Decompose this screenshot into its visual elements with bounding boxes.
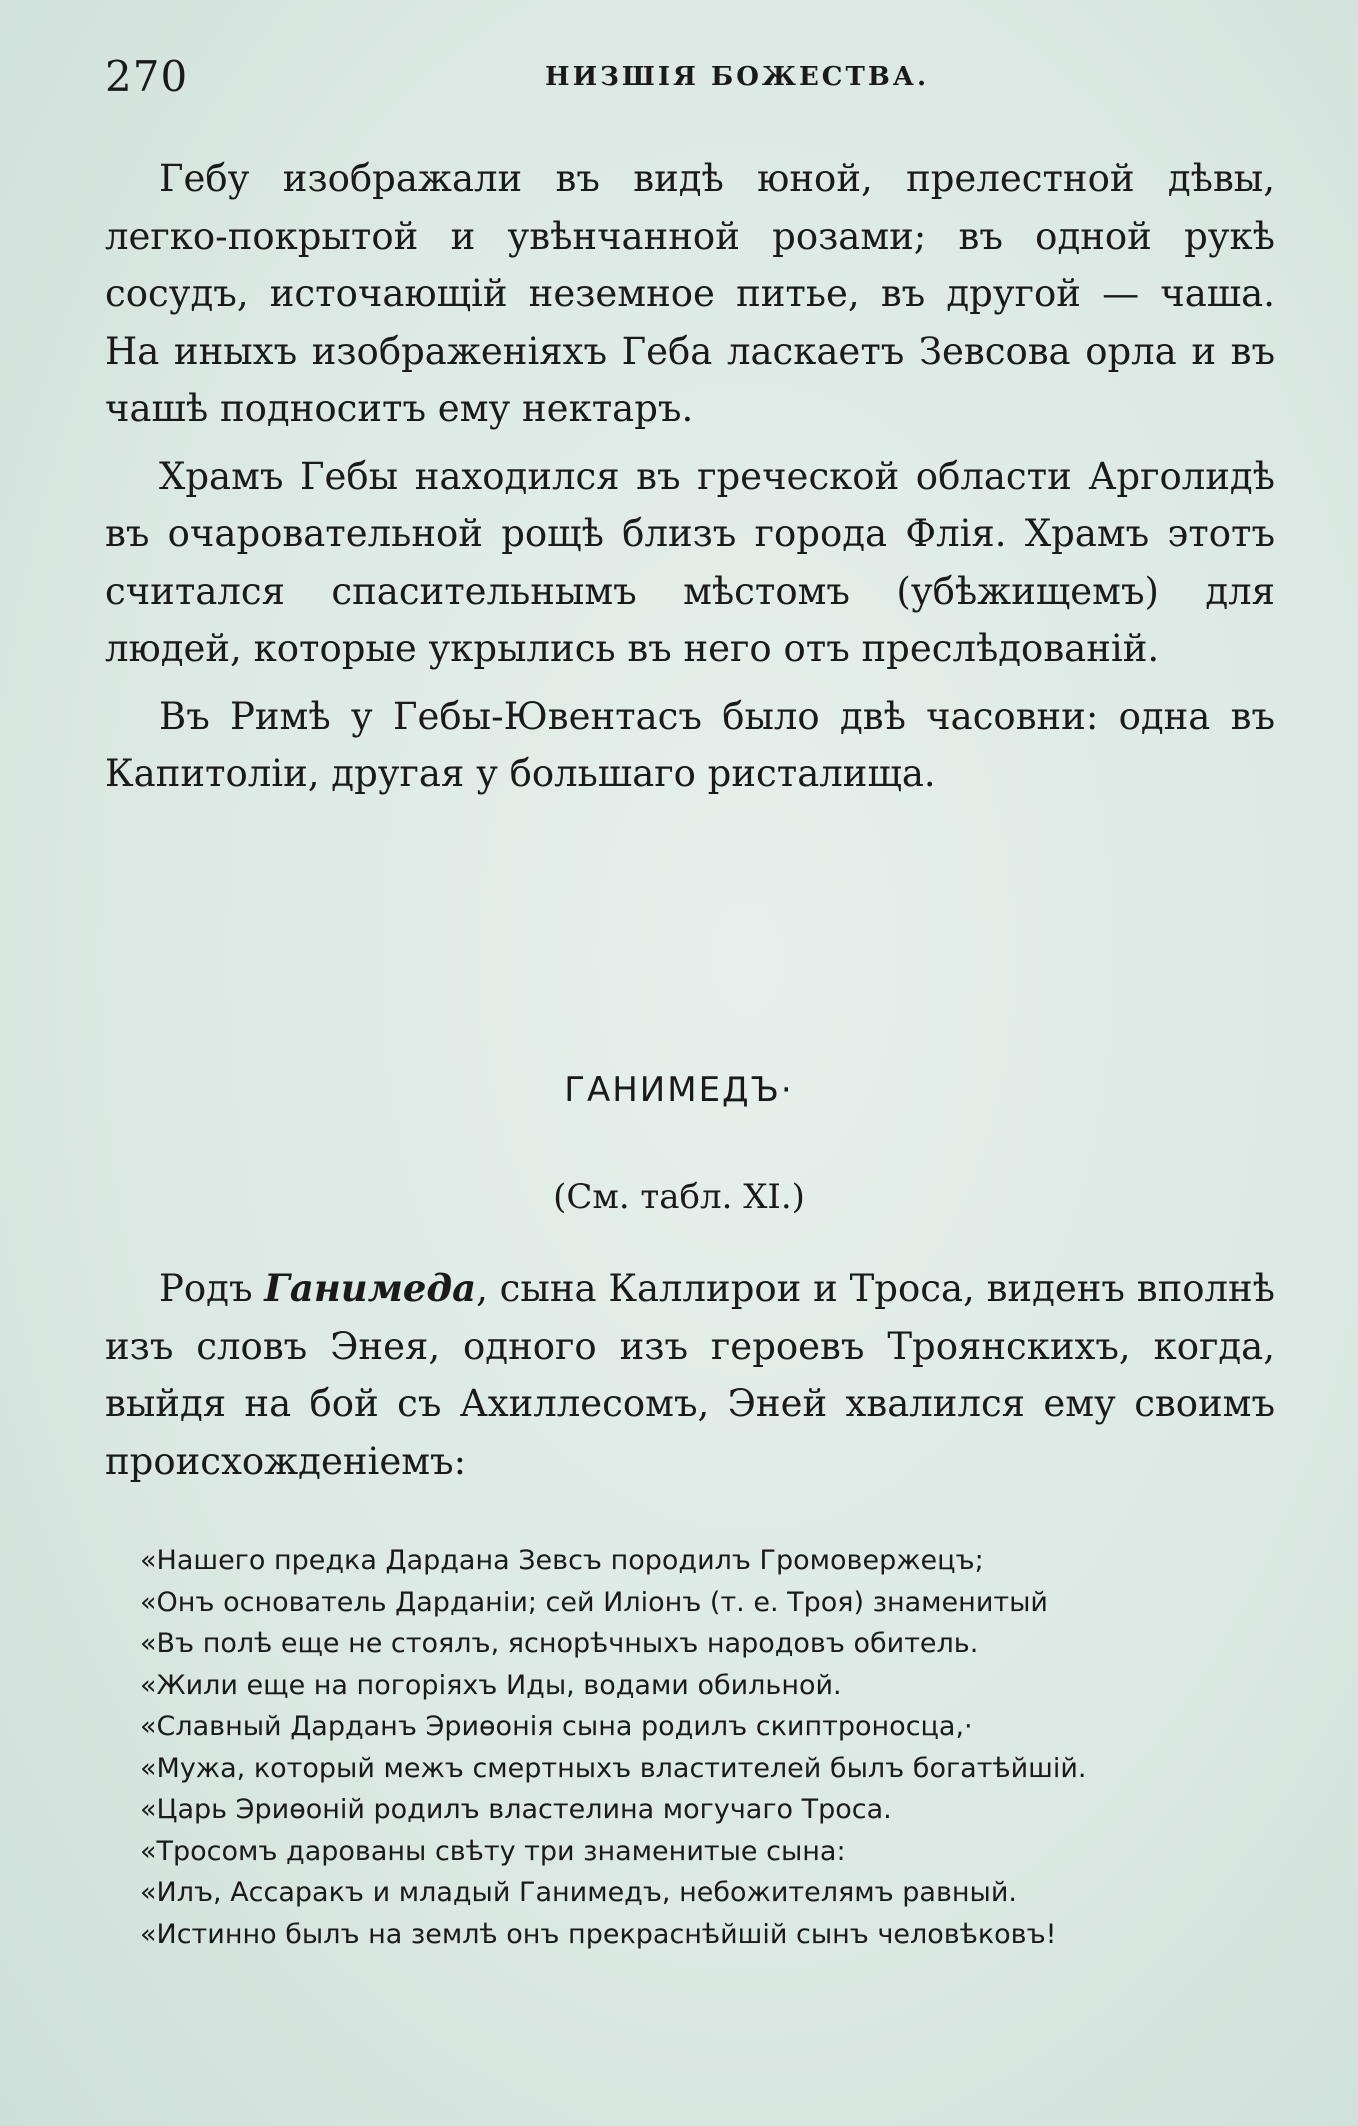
verse-line: «Въ полѣ еще не стоялъ, яснорѣчныхъ народовъ обитель. — [140, 1628, 979, 1659]
verse-line: «Мужа, который межъ смертныхъ властителей былъ богатѣйшій. — [140, 1752, 1087, 1784]
body-text — [105, 150, 1275, 813]
ganymede-name: Ганимеда — [264, 1266, 477, 1310]
paragraph-ganymede-start: Родъ — [159, 1267, 265, 1310]
verse-line: «Илъ, Ассаракъ и младый Ганимедъ, небожителямъ равный. — [140, 1877, 1017, 1908]
verse-line: «Жили еще на погоріяхъ Иды, водами обильной. — [140, 1669, 842, 1701]
verse-line: «Славный Дарданъ Эриѳонія сына родилъ скиптроносца,· — [140, 1711, 973, 1742]
verse-line: «Нашего предка Дардана Зевсъ породилъ Громовержецъ; — [140, 1545, 984, 1576]
page-number: 270 — [105, 52, 189, 101]
paragraph-heba-temple: Храмъ Гебы находился въ греческой области Арголидѣ въ очаровательной рощѣ близъ города Флія. Храмъ этотъ считался спасительнымъ мѣстомъ (убѣжищемъ) для людей, которые укрылись въ него отъ преслѣдованій. — [105, 454, 1275, 670]
section-body — [105, 1260, 1275, 1500]
verse-line: «Царь Эриѳоній родилъ властелина могучаго Троса. — [140, 1794, 892, 1825]
verse-quotation — [140, 1540, 1320, 1955]
verse-line: «Онъ основатель Дарданіи; сей Иліонъ (т. е. Троя) знаменитый — [140, 1586, 1048, 1618]
page-header — [105, 52, 1298, 112]
paragraph-heba-rome: Въ Римѣ у Гебы-Ювентасъ было двѣ часовни: одна въ Капитоліи, другая у большаго ристалища. — [105, 694, 1275, 795]
verse-line: «Истинно былъ на землѣ онъ прекраснѣйшій сынъ человѣковъ! — [140, 1918, 1057, 1950]
running-head: НИЗШІЯ БОЖЕСТВА. — [545, 62, 930, 92]
verse-line: «Тросомъ дарованы свѣту три знаменитые сына: — [140, 1835, 846, 1867]
section-title: ГАНИМЕДЪ· — [564, 1070, 794, 1110]
section-reference: (См. табл. XI.) — [553, 1177, 805, 1217]
paragraph-ganymede-rest: , сына Каллирои и Троса, виденъ вполнѣ изъ словъ Энея, одного изъ героевъ Троянскихъ, когда, выйдя на бой съ Ахиллесомъ, Эней хвалился ему своимъ происхожденіемъ: — [105, 1267, 1275, 1483]
paragraph-ganymede — [105, 1260, 1275, 1490]
paragraph-heba-depiction: Гебу изображали въ видѣ юной, прелестной дѣвы, легко-покрытой и увѣнчанной розами; въ одной рукѣ сосудъ, источающій неземное питье, въ другой — чаша. На иныхъ изображеніяхъ Геба ласкаетъ Зевсова орла и въ чашѣ подноситъ ему нектаръ. — [105, 157, 1275, 430]
